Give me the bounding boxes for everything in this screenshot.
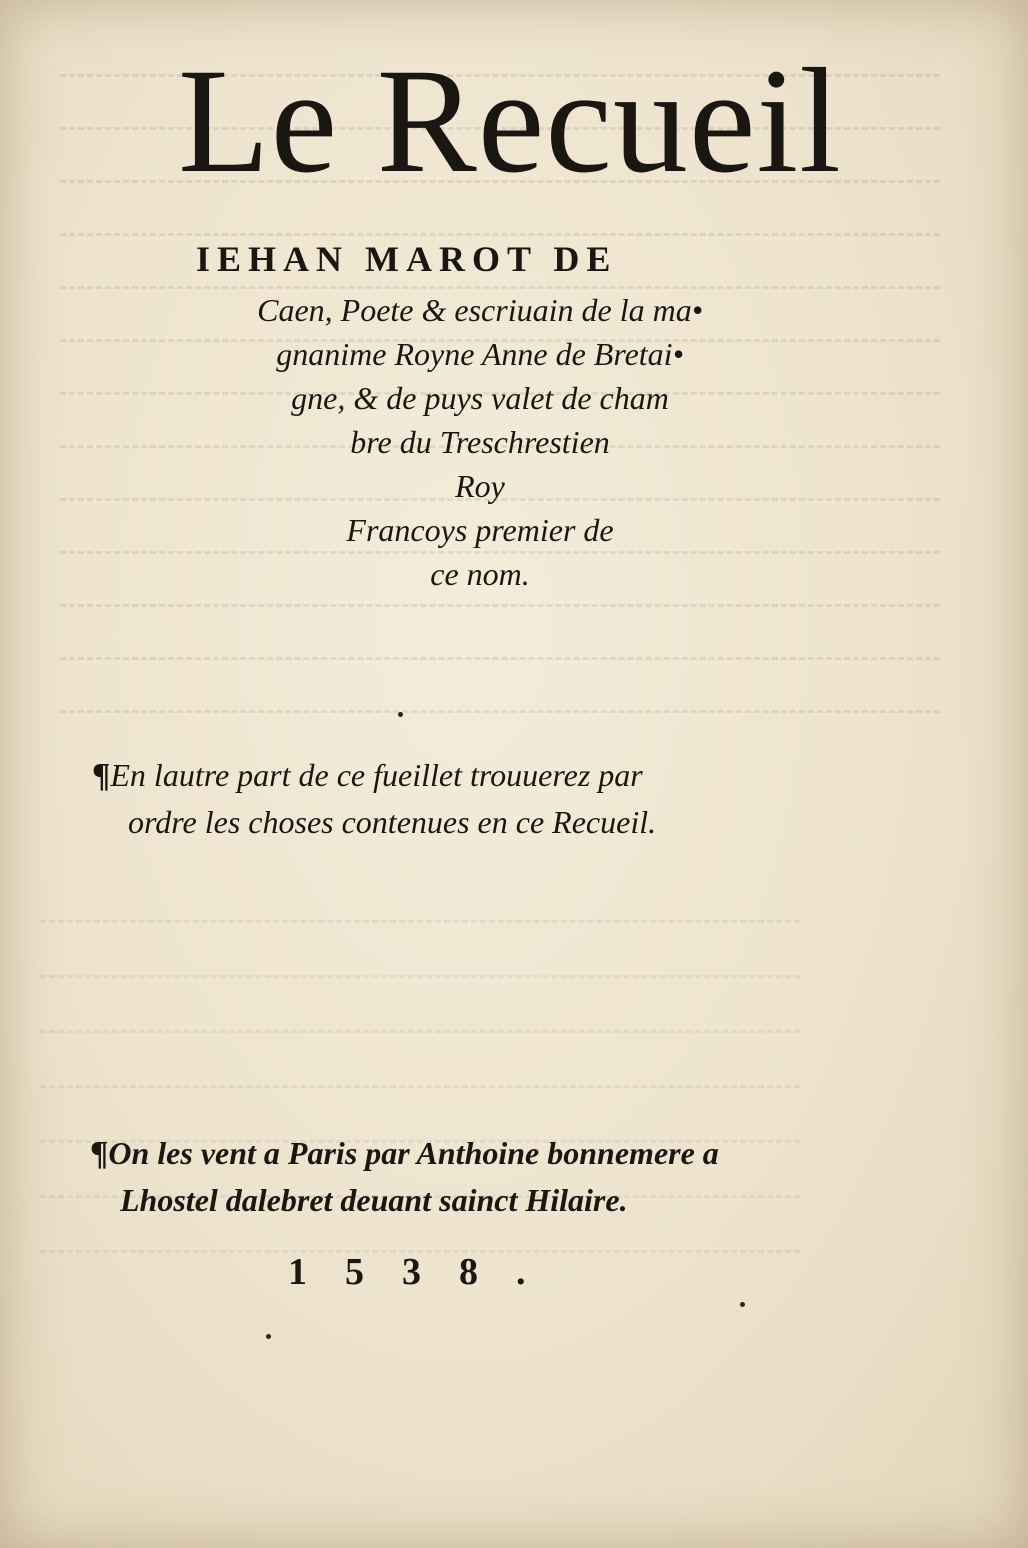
author-line: IEHAN MAROT DE [196,239,618,279]
imprint [90,1130,890,1223]
contents-note-line2: ordre les choses contenues en ce Recueil. [128,804,657,840]
description-line: ce nom. [430,556,530,592]
ink-speck [398,712,403,717]
imprint-line2: Lhostel dalebret deuant sainct Hilaire. [120,1182,628,1218]
bleed-through-text-lower [40,880,800,1300]
ink-speck [740,1302,745,1307]
description-line: gnanime Royne Anne de Bretai• [276,336,684,372]
description-line: gne, & de puys valet de cham [291,380,669,416]
page-title: Le Recueil [178,38,842,204]
pilcrow-icon: ¶ [92,757,111,794]
ink-speck [266,1334,271,1339]
description-line: Francoys premier de [346,512,614,548]
description-line: Caen, Poete & escriuain de la ma• [257,292,703,328]
description-line: Roy [455,468,505,504]
contents-note-line1: En lautre part de ce fueillet trouuerez par [110,757,643,793]
pilcrow-icon: ¶ [90,1135,109,1172]
contents-note [92,752,812,845]
description-line: bre du Treschrestien [350,424,610,460]
publication-year: 1538. [288,1251,564,1293]
imprint-line1: On les vent a Paris par Anthoine bonnemere a [108,1135,719,1171]
author-description [180,288,780,596]
